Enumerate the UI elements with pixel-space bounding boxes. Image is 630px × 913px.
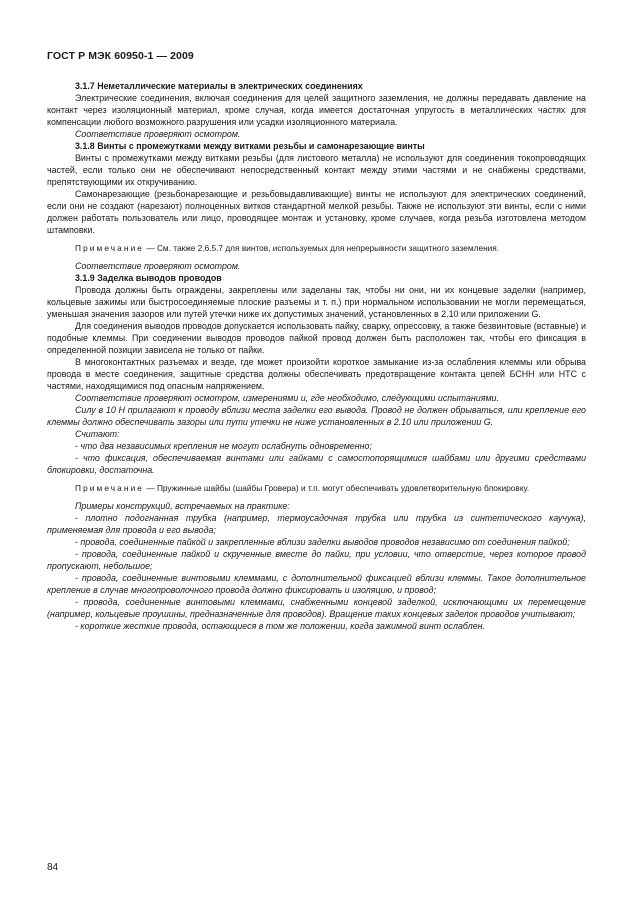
- list-item: - что фиксация, обеспечиваемая винтами или гайками с самостопорящимися шайбами или другими средствами блокировки, достаточна.: [47, 453, 586, 475]
- compliance-note: Соответствие проверяют осмотром.: [75, 129, 241, 139]
- document-body: [47, 80, 586, 632]
- section-heading-3-1-7: 3.1.7 Неметаллические материалы в электрических соединениях: [75, 81, 363, 91]
- list-item: - провода, соединенные винтовыми клеммами, с дополнительной фиксацией вблизи клеммы. Такое дополнительное крепление в случае многопроволочного провода должно фиксировать и изоляцию, и провод;: [47, 573, 586, 595]
- document-header: ГОСТ Р МЭК 60950-1 — 2009: [47, 50, 194, 62]
- section-heading-3-1-9: 3.1.9 Заделка выводов проводов: [75, 273, 222, 283]
- list-item: - провода, соединенные пайкой и скрученные вместе до пайки, при условии, что отверстие, через которое провод пропускают, небольшое;: [47, 549, 586, 571]
- section-heading-3-1-8: 3.1.8 Винты с промежутками между витками резьбы и самонарезающие винты: [75, 141, 425, 151]
- examples-heading: Примеры конструкций, встречаемых на практике:: [75, 501, 290, 511]
- assumption-heading: Считают:: [75, 429, 120, 439]
- paragraph: Самонарезающие (резьбонарезающие и резьбовыдавливающие) винты не используют для электрических соединений, если они не создают (нарезают) полноценных витков стандартной мелкой резьбы. Также не используют эти винты, если с ними должен работать пользователь или лицо, проводящее монтаж и установку, кроме случаев, когда резьба изготовлена методом штамповки.: [47, 189, 586, 235]
- list-item: - провода, соединенные пайкой и закрепленные вблизи заделки выводов проводов независимо от соединения пайкой;: [75, 537, 570, 547]
- note-text: — См. также 2.6.5.7 для винтов, используемых для непрерывности защитного заземления.: [144, 243, 500, 253]
- page-number: 84: [47, 862, 59, 873]
- list-item: - что два независимых крепления не могут ослабнуть одновременно;: [75, 441, 372, 451]
- note: [47, 482, 586, 494]
- note: [47, 242, 586, 254]
- list-item: - плотно подогнанная трубка (например, термоусадочная трубка или трубка из синтетического каучука), применяемая для провода и его вывода;: [47, 513, 586, 535]
- compliance-note: Соответствие проверяют осмотром, измерениями и, где необходимо, следующими испытаниями.: [75, 393, 499, 403]
- paragraph: Провода должны быть ограждены, закреплены или заделаны так, чтобы ни они, ни их концевые заделки (например, кольцевые зажимы или быстросоединяемые плоские разъемы и т. п.) при нормальном использовании не могли перемещаться, уменьшая значения зазоров или путей утечки ниже их допустимых значений, установленных в 2.10 или приложении G.: [47, 285, 586, 319]
- note-label: Примечание: [75, 483, 145, 493]
- note-label: Примечание: [75, 243, 145, 253]
- list-item: - короткие жесткие провода, остающиеся в том же положении, когда зажимной винт ослаблен.: [75, 621, 486, 631]
- paragraph: Винты с промежутками между витками резьбы (для листового металла) не используют для соединения токопроводящих частей, если только они не обеспечивают непосредственный контакт между этими частями и не снабжены средствами, препятствующими их откручиванию.: [47, 153, 586, 187]
- list-item: - провода, соединенные винтовыми клеммами, снабженными концевой заделкой, исключающими их перемещение (например, кольцевые проушины, предназначенные для проводов). Вращение таких концевых заделок проводов учитывают;: [47, 597, 586, 619]
- paragraph: Электрические соединения, включая соединения для целей защитного заземления, не должны передавать давление на контакт через изоляционный материал, кроме случая, когда имеется достаточная упругость в металлических частях для компенсации любого возможного разрушения или усадки изоляционного материала.: [47, 93, 586, 127]
- note-text: — Пружинные шайбы (шайбы Гровера) и т.п. могут обеспечивать удовлетворительную блокировку.: [144, 483, 530, 493]
- test-description: Силу в 10 Н прилагают к проводу вблизи места заделки его вывода. Провод не должен обрываться, или крепление его клеммы должно обеспечивать зазоры или пути утечки не ниже установленных в 2.10 или приложении G.: [47, 405, 586, 427]
- compliance-note: Соответствие проверяют осмотром.: [75, 261, 241, 271]
- paragraph: Для соединения выводов проводов допускается использовать пайку, сварку, опрессовку, а также безвинтовые (вставные) и подобные клеммы. При соединении выводов проводов пайкой провод должен быть расположен так, чтобы его фиксация в определенной позиции зависела не только от пайки.: [47, 321, 586, 355]
- paragraph: В многоконтактных разъемах и везде, где может произойти короткое замыкание из-за ослабления клеммы или обрыва провода в месте соединения, защитные средства должны обеспечивать предотвращение контакта цепей БСНН или НТС с частями, находящимися под опасным напряжением.: [47, 357, 586, 391]
